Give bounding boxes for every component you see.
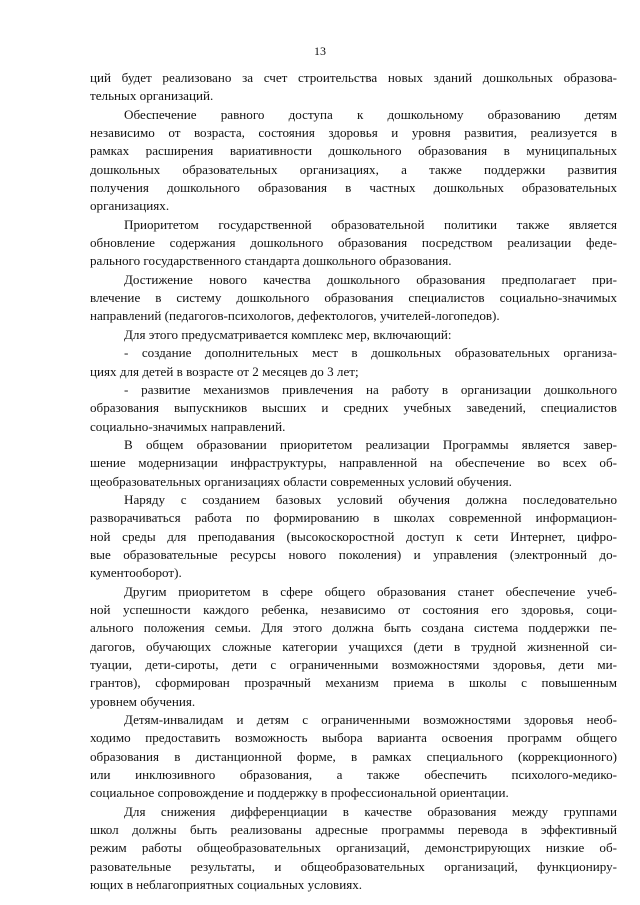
text-line: режим работы общеобразовательных организаций, демонстрирующих низкие об- — [90, 840, 617, 856]
text-line: - развитие механизмов привлечения на работу в организации дошкольного — [124, 381, 617, 397]
paragraph — [90, 436, 617, 491]
text-line: ходимо предоставить возможность выбора варианта освоения программ общего — [90, 730, 617, 746]
text-line: ной среды для преподавания (высокоскоростной доступ к сети Интернет, цифро- — [90, 528, 617, 544]
text-line: образования выпускников высших и средних учебных заведений, специалистов — [90, 400, 617, 416]
text-line: рамках расширения вариативности дошкольного образования в муниципальных — [90, 143, 617, 159]
paragraph — [90, 583, 617, 711]
body-text — [90, 69, 617, 894]
text-line: Наряду с созданием базовых условий обучения должна последовательно — [124, 491, 617, 507]
paragraph — [90, 106, 617, 216]
text-line: дошкольных образовательных организациях, а также поддержки развития — [90, 161, 617, 177]
text-line: вые образовательные ресурсы нового поколения) и управления (электронный до- — [90, 546, 617, 562]
text-line: Детям-инвалидам и детям с ограниченными возможностями здоровья необ- — [124, 712, 617, 728]
paragraph — [90, 271, 617, 326]
text-line: направлений (педагогов-психологов, дефектологов, учителей-логопедов). — [90, 308, 500, 324]
text-line: обновление содержания дошкольного образования посредством реализации феде- — [90, 235, 617, 251]
text-line: Для этого предусматривается комплекс мер, включающий: — [124, 326, 452, 342]
text-line: В общем образовании приоритетом реализации Программы является завер- — [124, 436, 617, 452]
text-line: Достижение нового качества дошкольного образования предполагает при- — [124, 271, 617, 287]
text-line: кументооборот). — [90, 565, 182, 581]
text-line: разовательные результаты, и общеобразовательных организаций, функциониру- — [90, 858, 617, 874]
text-line: рального государственного стандарта дошкольного образования. — [90, 253, 452, 269]
paragraph — [90, 216, 617, 271]
paragraph — [90, 803, 617, 895]
text-line: шение модернизации инфраструктуры, направленной на обеспечение во всех об- — [90, 455, 617, 471]
text-line: Другим приоритетом в сфере общего образования станет обеспечение учеб- — [124, 583, 617, 599]
paragraph — [90, 491, 617, 583]
paragraph — [90, 69, 617, 106]
text-line: щеобразовательных организациях области современных условий обучения. — [90, 473, 512, 489]
paragraph — [90, 326, 617, 344]
text-line: дагогов, обучающих сложные категории учащихся (дети в трудной жизненной си- — [90, 638, 617, 654]
text-line: образования в дистанционной форме, в рамках специального (коррекционного) — [90, 748, 617, 764]
text-line: получения дошкольного образования в частных дошкольных образовательных — [90, 180, 617, 196]
text-line: циях для детей в возрасте от 2 месяцев до 3 лет; — [90, 363, 359, 379]
text-line: школ должны быть реализованы адресные программы перевода в эффективный — [90, 822, 617, 838]
text-line: ций будет реализовано за счет строительства новых зданий дошкольных образова- — [90, 70, 617, 85]
text-line: влечение в систему дошкольного образования специалистов социально-значимых — [90, 290, 617, 306]
text-line: Приоритетом государственной образовательной политики также является — [124, 216, 617, 232]
text-line: грантов), сформирован прозрачный механизм приема в школы с повышенным — [90, 675, 617, 691]
text-line: социальное сопровождение и поддержку в профессиональной ориентации. — [90, 785, 509, 801]
text-line: тельных организаций. — [90, 88, 214, 104]
text-line: социально-значимых направлений. — [90, 418, 286, 434]
text-line: Для снижения дифференциации в качестве образования между группами — [124, 803, 617, 819]
paragraph — [90, 381, 617, 436]
text-line: организациях. — [90, 198, 170, 214]
text-line: разворачиваться работа по формированию в школах современной информацион- — [90, 510, 617, 526]
text-line: ющих в неблагоприятных социальных условиях. — [90, 877, 363, 893]
paragraph — [90, 344, 617, 381]
paragraph — [90, 711, 617, 803]
text-line: - создание дополнительных мест в дошкольных образовательных организа- — [124, 345, 617, 361]
text-line: или инклюзивного образования, а также обеспечить психолого-медико- — [90, 767, 617, 783]
page-number: 13 — [314, 44, 326, 58]
text-line: ной успешности каждого ребенка, независимо от состояния его здоровья, соци- — [90, 601, 617, 617]
text-line: независимо от возраста, состояния здоровья и уровня развития, реализуется в — [90, 125, 617, 141]
text-line: ального положения семьи. Для этого должна быть создана система поддержки пе- — [90, 620, 617, 636]
text-line: уровнем обучения. — [90, 693, 196, 709]
text-line: туации, дети-сироты, дети с ограниченными возможностями здоровья, дети ми- — [90, 657, 617, 672]
text-line: Обеспечение равного доступа к дошкольному образованию детям — [124, 106, 617, 122]
